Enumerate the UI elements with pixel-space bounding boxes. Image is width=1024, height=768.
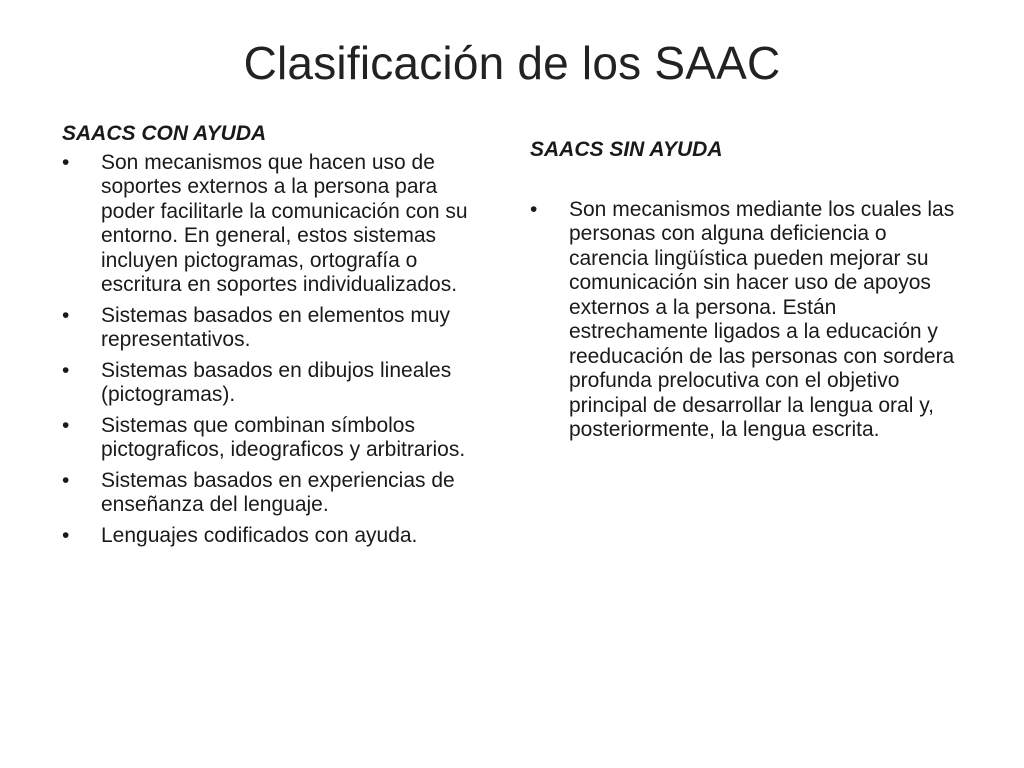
list-item <box>62 469 494 518</box>
list-item <box>62 414 494 463</box>
list-item-text: Son mecanismos mediante los cuales las personas con alguna deficiencia o carencia lingüística pueden mejorar su comunicación sin hacer uso de apoyos externos a la persona. Están estrechamente ligados a la educación y reeducación de las personas con sordera profunda prelocutiva con el objetivo principal de desarrollar la lengua oral y, posteriormente, la lengua escrita. <box>569 197 955 441</box>
bullet-icon: • <box>62 413 70 437</box>
left-bullet-list <box>62 151 494 549</box>
list-item-text: Lenguajes codificados con ayuda. <box>101 523 418 547</box>
left-column-heading: SAACS CON AYUDA <box>62 122 267 145</box>
list-item <box>62 151 494 298</box>
list-item <box>530 198 970 443</box>
bullet-icon: • <box>62 523 70 547</box>
bullet-icon: • <box>62 358 70 382</box>
list-item-text: Son mecanismos que hacen uso de soportes externos a la persona para poder facilitarle la comunicación con su entorno. En general, estos sistemas incluyen pictogramas, ortografía o escritura en soportes individualizados. <box>101 150 468 296</box>
list-item-text: Sistemas basados en dibujos lineales (pictogramas). <box>101 358 452 406</box>
left-column <box>62 122 494 554</box>
right-column-heading: SAACS SIN AYUDA <box>530 138 723 161</box>
slide-title: Clasificación de los SAAC <box>243 37 781 89</box>
list-item <box>62 524 494 549</box>
list-item <box>62 304 494 353</box>
bullet-icon: • <box>530 197 538 221</box>
list-item-text: Sistemas que combinan símbolos pictograficos, ideograficos y arbitrarios. <box>101 413 466 461</box>
list-item-text: Sistemas basados en elementos muy representativos. <box>101 303 451 351</box>
list-item <box>62 359 494 408</box>
list-item-text: Sistemas basados en experiencias de enseñanza del lenguaje. <box>101 468 455 516</box>
right-column <box>530 138 970 449</box>
bullet-icon: • <box>62 150 70 174</box>
bullet-icon: • <box>62 303 70 327</box>
bullet-icon: • <box>62 468 70 492</box>
right-bullet-list <box>530 198 970 443</box>
